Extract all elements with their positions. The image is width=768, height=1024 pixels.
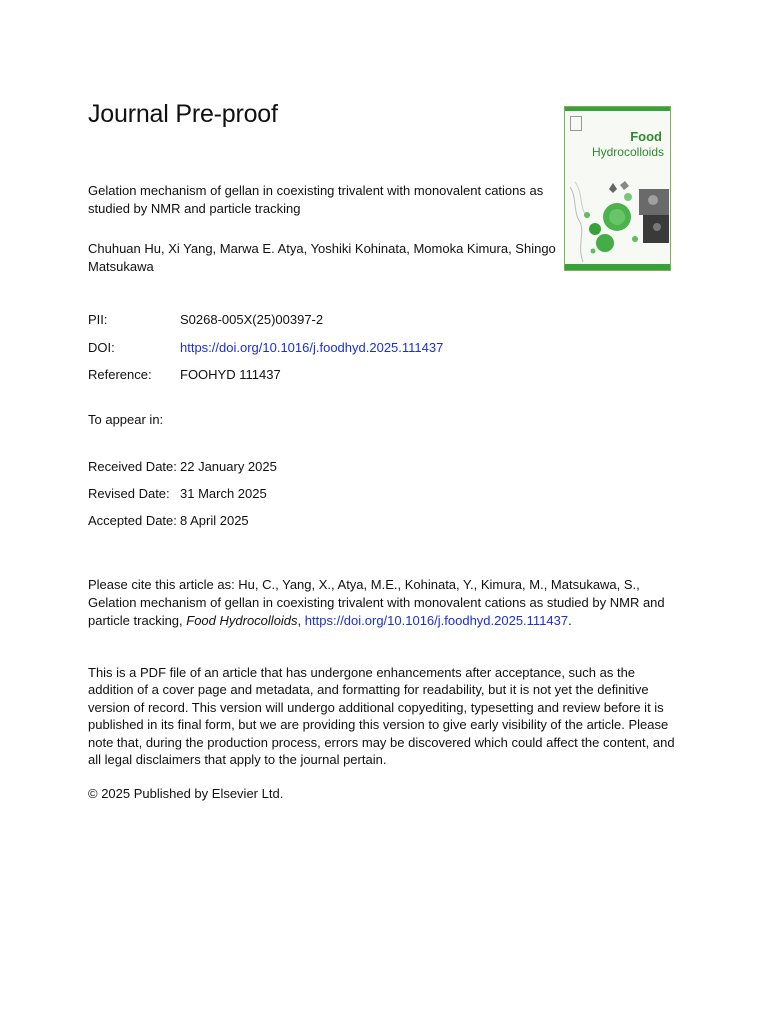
article-authors: Chuhuan Hu, Xi Yang, Marwa E. Atya, Yoshiki Kohinata, Momoka Kimura, Shingo Matsukawa bbox=[88, 241, 556, 274]
doi-row bbox=[88, 339, 443, 357]
cover-title-hydrocolloids: Hydrocolloids bbox=[591, 145, 664, 159]
doi-link[interactable]: https://doi.org/10.1016/j.foodhyd.2025.111437 bbox=[180, 340, 444, 355]
accepted-value: 8 April 2025 bbox=[180, 513, 249, 528]
citation-journal: Food Hydrocolloids bbox=[186, 613, 298, 628]
citation-paragraph bbox=[88, 576, 668, 630]
article-title: Gelation mechanism of gellan in coexisting trivalent with monovalent cations as studied by NMR and particle tracking bbox=[88, 183, 544, 216]
reference-value: FOOHYD 111437 bbox=[180, 367, 281, 382]
revised-value: 31 March 2025 bbox=[180, 486, 267, 501]
revised-date-row bbox=[88, 485, 267, 503]
citation-end: . bbox=[568, 613, 572, 628]
citation-separator: , bbox=[297, 613, 305, 628]
reference-row bbox=[88, 366, 281, 384]
revised-label: Revised Date: bbox=[88, 486, 170, 501]
pii-row bbox=[88, 311, 323, 329]
copyright-notice: © 2025 Published by Elsevier Ltd. bbox=[88, 786, 284, 801]
cover-top-bar bbox=[565, 107, 670, 111]
citation-text: Please cite this article as: Hu, C., Yang, X., Atya, M.E., Kohinata, Y., Kimura, M., Matsukawa, S., Gelation mechanism of gellan in coexisting trivalent with monovalent cations as studied by NMR and particle tracking, bbox=[88, 577, 665, 628]
cover-illustration bbox=[565, 167, 670, 267]
disclaimer-paragraph: This is a PDF file of an article that has undergone enhancements after acceptance, such as the addition of a cover page and metadata, and formatting for readability, but it is not yet the definitive version of record. This version will undergo additional copyediting, typesetting and review before it is published in its final form, but we are providing this version to give early visibility of the article. Please note that, during the production process, errors may be discovered which could affect the content, and all legal disclaimers that apply to the journal pertain. bbox=[88, 665, 675, 768]
cover-title-food: Food bbox=[630, 129, 662, 144]
received-date-row bbox=[88, 458, 277, 476]
pii-value: S0268-005X(25)00397-2 bbox=[180, 312, 324, 327]
to-appear-in: To appear in: bbox=[88, 412, 164, 427]
elsevier-logo-icon bbox=[570, 116, 582, 131]
pii-label: PII: bbox=[88, 312, 108, 327]
cover-bottom-bar bbox=[565, 264, 670, 270]
accepted-label: Accepted Date: bbox=[88, 513, 177, 528]
citation-doi-link[interactable]: https://doi.org/10.1016/j.foodhyd.2025.111437 bbox=[304, 613, 569, 628]
reference-label: Reference: bbox=[88, 367, 152, 382]
doi-label: DOI: bbox=[88, 340, 115, 355]
received-value: 22 January 2025 bbox=[180, 459, 277, 474]
received-label: Received Date: bbox=[88, 459, 177, 474]
accepted-date-row bbox=[88, 512, 249, 530]
page-heading: Journal Pre-proof bbox=[88, 100, 278, 128]
journal-cover-image bbox=[564, 106, 671, 271]
